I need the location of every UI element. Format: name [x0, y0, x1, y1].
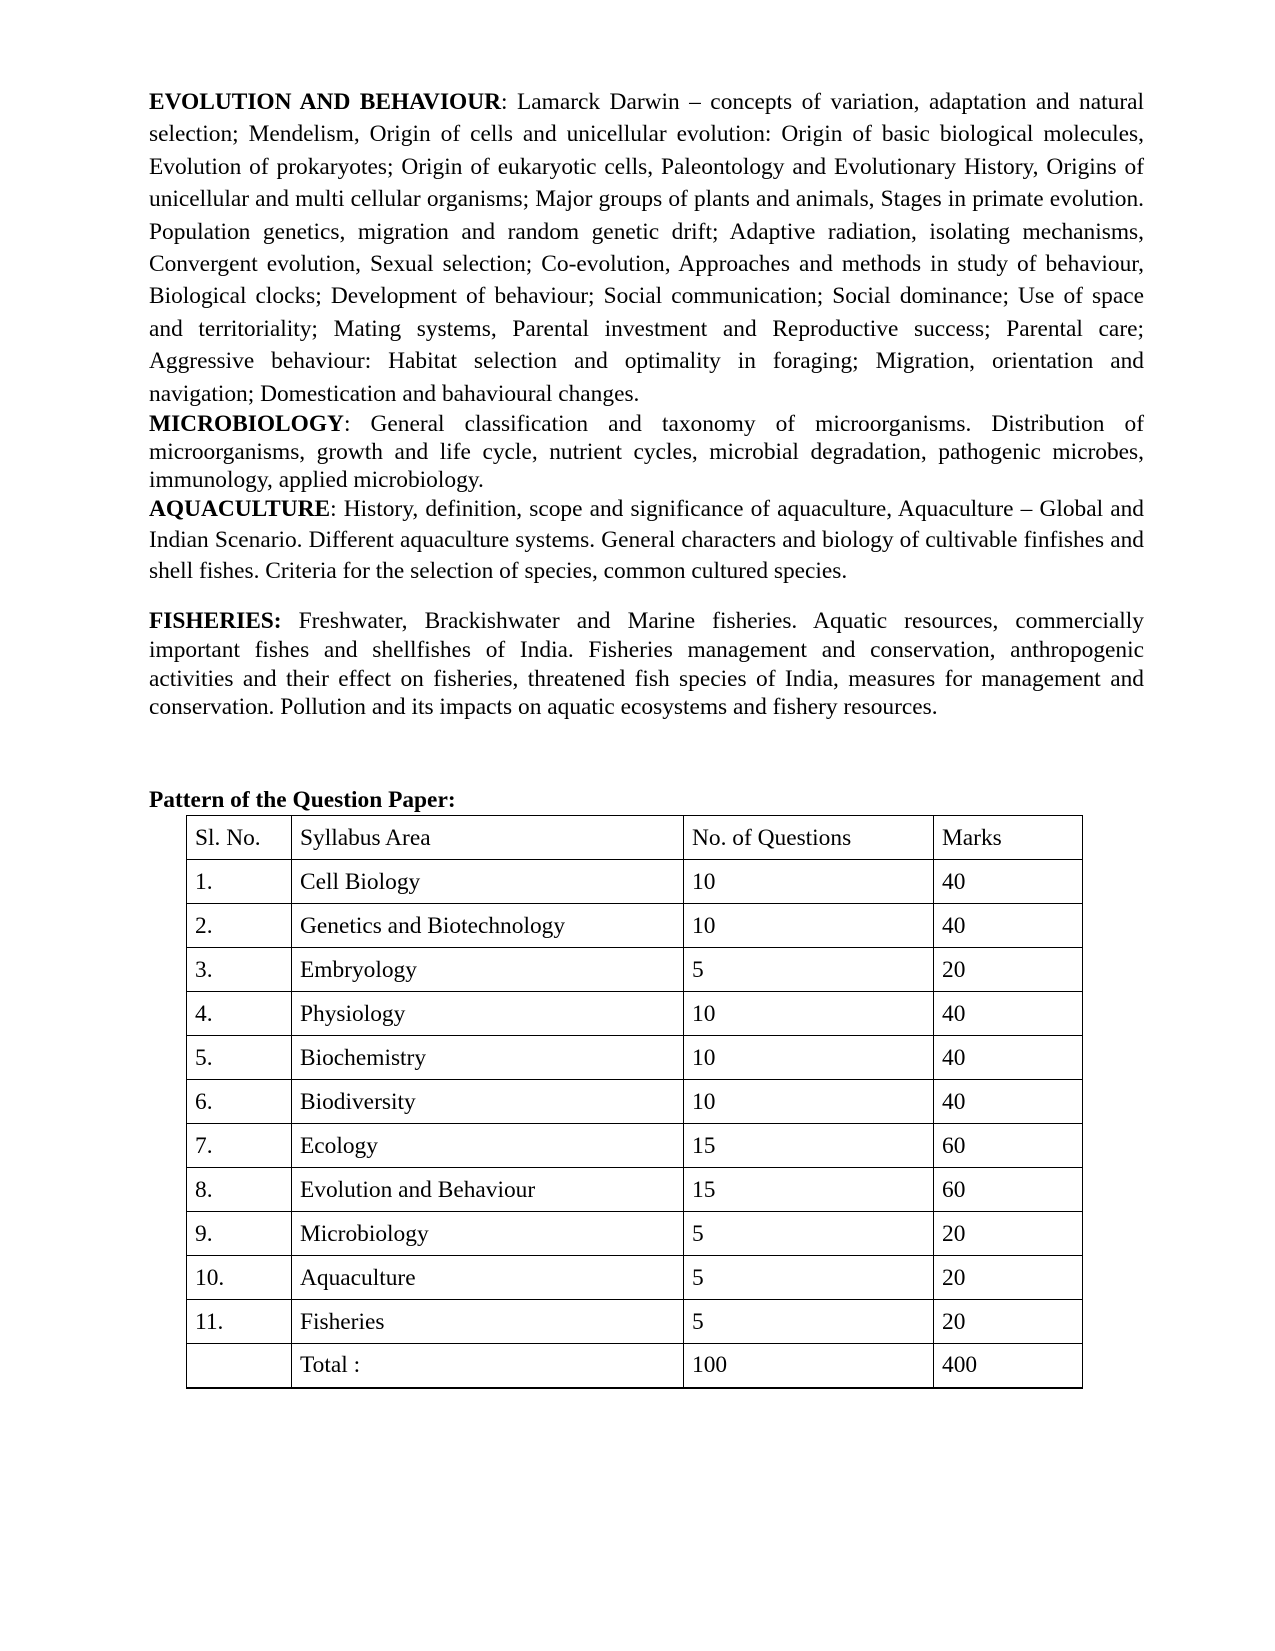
cell-syllabus-area: Genetics and Biotechnology: [292, 904, 684, 948]
cell-marks: 40: [934, 860, 1083, 904]
table-row: [187, 860, 1083, 904]
section-separator: :: [330, 496, 337, 523]
cell-questions: 10: [684, 904, 934, 948]
cell-marks: 20: [934, 1300, 1083, 1344]
total-label: Total :: [292, 1344, 684, 1388]
table-total-row: [187, 1344, 1083, 1388]
section-text: Freshwater, Brackishwater and Marine fisheries. Aquatic resources, commercially important fishes and shellfishes of India. Fisheries management and conservation, anthropogenic activities and their effect on fisheries, threatened fish species of India, measures for management and conservation. Pollution and its impacts on aquatic ecosystems and fishery resources.: [149, 608, 1144, 721]
cell-sl-no: 4.: [187, 992, 292, 1036]
cell-syllabus-area: Microbiology: [292, 1212, 684, 1256]
total-sl-no: [187, 1344, 292, 1388]
table-row: [187, 1168, 1083, 1212]
section-heading: EVOLUTION AND BEHAVIOUR: [149, 89, 502, 115]
cell-syllabus-area: Embryology: [292, 948, 684, 992]
cell-questions: 5: [684, 948, 934, 992]
header-marks: Marks: [934, 816, 1083, 860]
cell-syllabus-area: Fisheries: [292, 1300, 684, 1344]
cell-sl-no: 6.: [187, 1080, 292, 1124]
cell-sl-no: 8.: [187, 1168, 292, 1212]
cell-questions: 5: [684, 1256, 934, 1300]
cell-sl-no: 10.: [187, 1256, 292, 1300]
cell-marks: 20: [934, 948, 1083, 992]
cell-marks: 60: [934, 1168, 1083, 1212]
header-no-of-questions: No. of Questions: [684, 816, 934, 860]
section-heading: AQUACULTURE: [149, 496, 331, 523]
section-evolution-and-behaviour: [149, 86, 1144, 410]
cell-questions: 10: [684, 1080, 934, 1124]
cell-marks: 20: [934, 1212, 1083, 1256]
table-row: [187, 1124, 1083, 1168]
cell-questions: 10: [684, 860, 934, 904]
table-row: [187, 1080, 1083, 1124]
table-row: [187, 948, 1083, 992]
cell-questions: 15: [684, 1124, 934, 1168]
section-microbiology: [149, 410, 1144, 494]
cell-questions: 5: [684, 1212, 934, 1256]
cell-sl-no: 11.: [187, 1300, 292, 1344]
section-heading: MICROBIOLOGY: [149, 411, 344, 438]
cell-syllabus-area: Aquaculture: [292, 1256, 684, 1300]
cell-sl-no: 3.: [187, 948, 292, 992]
cell-syllabus-area: Biochemistry: [292, 1036, 684, 1080]
total-marks: 400: [934, 1344, 1083, 1388]
cell-syllabus-area: Physiology: [292, 992, 684, 1036]
table-row: [187, 1036, 1083, 1080]
question-pattern-table: [186, 815, 1083, 1389]
cell-marks: 20: [934, 1256, 1083, 1300]
table-row: [187, 992, 1083, 1036]
table-row: [187, 1212, 1083, 1256]
header-sl-no: Sl. No.: [187, 816, 292, 860]
cell-sl-no: 5.: [187, 1036, 292, 1080]
cell-marks: 40: [934, 992, 1083, 1036]
section-fisheries: [149, 607, 1144, 722]
section-heading: FISHERIES:: [149, 608, 282, 635]
cell-sl-no: 2.: [187, 904, 292, 948]
cell-syllabus-area: Biodiversity: [292, 1080, 684, 1124]
section-aquaculture: [149, 494, 1144, 587]
table-row: [187, 904, 1083, 948]
cell-marks: 40: [934, 904, 1083, 948]
cell-sl-no: 9.: [187, 1212, 292, 1256]
section-text: History, definition, scope and significance of aquaculture, Aquaculture – Global and Indian Scenario. Different aquaculture systems. General characters and biology of cultivable finfishes and shell fishes. Criteria for the selection of species, common cultured species.: [149, 496, 1144, 585]
cell-syllabus-area: Cell Biology: [292, 860, 684, 904]
section-separator: :: [343, 411, 351, 438]
cell-syllabus-area: Evolution and Behaviour: [292, 1168, 684, 1212]
table-row: [187, 1256, 1083, 1300]
cell-questions: 10: [684, 992, 934, 1036]
cell-questions: 5: [684, 1300, 934, 1344]
cell-questions: 15: [684, 1168, 934, 1212]
section-text: Lamarck Darwin – concepts of variation, adaptation and natural selection; Mendelism, Origin of cells and unicellular evolution: Origin of basic biological molecules, Evolution of prokaryotes; Origin of eukaryotic cells, Paleontology and Evolutionary History, Origins of unicellular and multi cellular organisms; Major groups of plants and animals, Stages in primate evolution. Population genetics, migration and random genetic drift; Adaptive radiation, isolating mechanisms, Convergent evolution, Sexual selection; Co-evolution, Approaches and methods in study of behaviour, Biological clocks; Development of behaviour; Social communication; Social dominance; Use of space and territoriality; Mating systems, Parental investment and Reproductive success; Parental care; Aggressive behaviour: Habitat selection and optimality in foraging; Migration, orientation and navigation; Domestication and bahavioural changes.: [149, 89, 1145, 407]
cell-sl-no: 1.: [187, 860, 292, 904]
section-separator: :: [501, 89, 508, 115]
section-text: General classification and taxonomy of microorganisms. Distribution of microorganisms, growth and life cycle, nutrient cycles, microbial degradation, pathogenic microbes, immunology, applied microbiology.: [149, 411, 1144, 494]
total-questions: 100: [684, 1344, 934, 1388]
syllabus-sections: [149, 86, 1144, 722]
cell-questions: 10: [684, 1036, 934, 1080]
table-row: [187, 1300, 1083, 1344]
cell-marks: 60: [934, 1124, 1083, 1168]
table-header-row: [187, 816, 1083, 860]
cell-marks: 40: [934, 1036, 1083, 1080]
cell-marks: 40: [934, 1080, 1083, 1124]
cell-sl-no: 7.: [187, 1124, 292, 1168]
cell-syllabus-area: Ecology: [292, 1124, 684, 1168]
pattern-title: Pattern of the Question Paper:: [149, 787, 456, 813]
header-syllabus-area: Syllabus Area: [292, 816, 684, 860]
